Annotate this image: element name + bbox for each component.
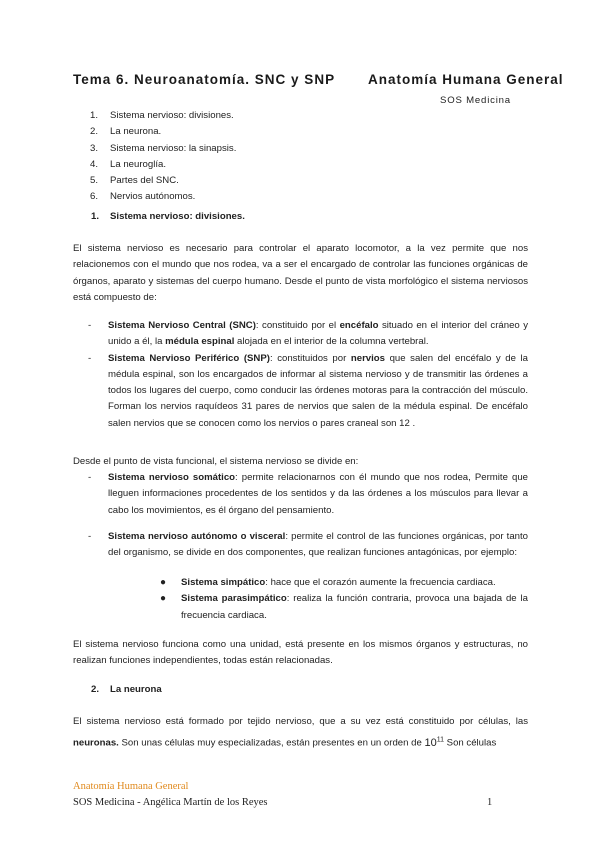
snc-term: Sistema Nervioso Central (SNC) <box>108 320 256 331</box>
toc-item <box>90 173 236 189</box>
functional-intro: Desde el punto de vista funcional, el sistema nervioso se divide en: <box>73 456 359 467</box>
list-item-sympathetic <box>160 575 528 591</box>
toc-number: 4. <box>90 158 99 170</box>
somatic-text: : permite relacionarnos con él mundo que nos rodea, Permite que lleguen informaciones procedentes de los sentidos y da las órdenes a los músculos para llevar a cabo los movimientos, es él órgano del pensamiento. <box>108 472 528 516</box>
toc-label: Partes del SNC. <box>110 175 179 187</box>
snc-text-1: : constituido por el <box>255 320 340 331</box>
power-of-ten <box>424 737 444 749</box>
toc-label: Sistema nervioso: la sinapsis. <box>110 142 237 154</box>
neuron-bold-term: neuronas. <box>73 737 119 749</box>
toc-label: La neuroglía. <box>110 158 167 170</box>
section-title: La neurona <box>110 684 162 695</box>
toc-label: La neurona. <box>110 126 162 138</box>
snp-text-1: : constituidos por <box>269 352 351 364</box>
somatic-term: Sistema nervioso somático <box>108 472 236 483</box>
autonomic-term: Sistema nervioso autónomo o visceral <box>108 531 286 542</box>
dash-bullet: - <box>88 531 92 542</box>
list-item-autonomic <box>88 529 528 562</box>
toc-number: 2. <box>90 126 99 138</box>
toc-number: 1. <box>90 110 99 121</box>
autonomic-sublist <box>160 575 528 624</box>
neuron-text-1: El sistema nervioso está formado por tejido nervioso, que a su vez está constituido por células, las <box>73 716 528 727</box>
section-2-heading <box>91 684 162 695</box>
bullet-icon: ● <box>160 593 167 605</box>
footer-author: SOS Medicina - Angélica Martín de los Reyes <box>73 797 268 808</box>
snc-bold-2: médula espinal <box>165 336 235 348</box>
intro-paragraph: El sistema nervioso es necesario para controlar el aparato locomotor, a la vez permite que nos relacionemos con el mundo que nos rodea, va a ser el encargado de controlar las funciones orgánicas de órganos, aparato y sistemas del cuerpo humano. Desde el punto de vista morfológico el sistema nerviosos está compuesto de: <box>73 243 528 303</box>
snp-term: Sistema Nervioso Periférico (SNP) <box>108 352 270 364</box>
power-exponent: 11 <box>436 736 444 743</box>
section-title: Sistema nervioso: divisiones. <box>110 211 245 222</box>
snc-bold-1: encéfalo <box>339 320 379 331</box>
morphological-list <box>88 318 528 432</box>
toc-item <box>90 189 236 205</box>
dash-bullet: - <box>88 320 92 331</box>
toc-item <box>90 124 236 140</box>
toc-item <box>90 157 236 173</box>
closing-paragraph: El sistema nervioso funciona como una unidad, está presente en los mismos órganos y estructuras, no realizan funciones independientes, todas están relacionadas. <box>73 639 528 667</box>
neuron-paragraph <box>73 713 528 753</box>
bullet-icon: ● <box>160 577 167 588</box>
list-item-snc <box>88 318 528 351</box>
sympathetic-text: : hace que el corazón aumente la frecuencia cardiaca. <box>265 577 496 588</box>
parasympathetic-term: Sistema parasimpático <box>181 593 287 605</box>
parasympathetic-text: : realiza la función contraria, provoca una bajada de la frecuencia cardiaca. <box>181 593 528 621</box>
dash-bullet: - <box>88 472 92 483</box>
list-item-snp <box>88 351 528 432</box>
snp-bold-1: nervios <box>350 352 386 364</box>
neuron-text-3: Son células <box>444 737 497 749</box>
autonomic-text: : permite el control de las funciones orgánicas, por tanto del organismo, se divide en dos componentes, que realizan funciones antagónicas, por ejemplo: <box>108 531 528 559</box>
toc-label: Sistema nervioso: divisiones. <box>110 110 234 121</box>
snc-text-2: situado en el interior del cráneo y unido a él, la <box>108 320 528 348</box>
subject-title: Anatomía Humana General <box>368 72 564 87</box>
toc-number: 3. <box>90 142 99 154</box>
snc-text-3: alojada en el interior de la columna vertebral. <box>234 336 429 348</box>
neuron-text-2: Son unas células muy especializadas, están presentes en un orden de <box>118 737 425 749</box>
source-label: SOS Medicina <box>440 95 511 106</box>
toc-number: 6. <box>90 191 99 203</box>
dash-bullet: - <box>88 352 92 364</box>
functional-list-somatic <box>88 470 528 519</box>
section-number: 2. <box>91 684 100 695</box>
power-base: 10 <box>424 736 437 749</box>
toc-label: Nervios autónomos. <box>110 191 196 203</box>
toc-item <box>90 108 236 124</box>
table-of-contents <box>90 108 236 206</box>
snp-text-2: que salen del encéfalo y de la médula espinal, son los encargados de informar al sistema nervioso y de transmitir las órdenes a todos los lugares del cuerpo, como conducir las órdenes motoras para la contracción del músculo. Forman los nervios raquídeos 31 pares de nervios que salen de la médula espinal. De encéfalo salen nervios que se conocen como los nervios o pares craneal son 12 . <box>108 352 528 429</box>
section-number: 1. <box>91 211 100 222</box>
list-item-somatic <box>88 470 528 519</box>
toc-item <box>90 141 236 157</box>
document-title: Tema 6. Neuroanatomía. SNC y SNP <box>73 72 336 87</box>
section-1-heading <box>91 211 245 222</box>
toc-number: 5. <box>90 175 99 187</box>
page-number: 1 <box>487 797 493 808</box>
list-item-parasympathetic <box>160 591 528 624</box>
footer-subject: Anatomía Humana General <box>73 781 189 792</box>
functional-list-autonomic <box>88 529 528 562</box>
sympathetic-term: Sistema simpático <box>181 577 266 588</box>
